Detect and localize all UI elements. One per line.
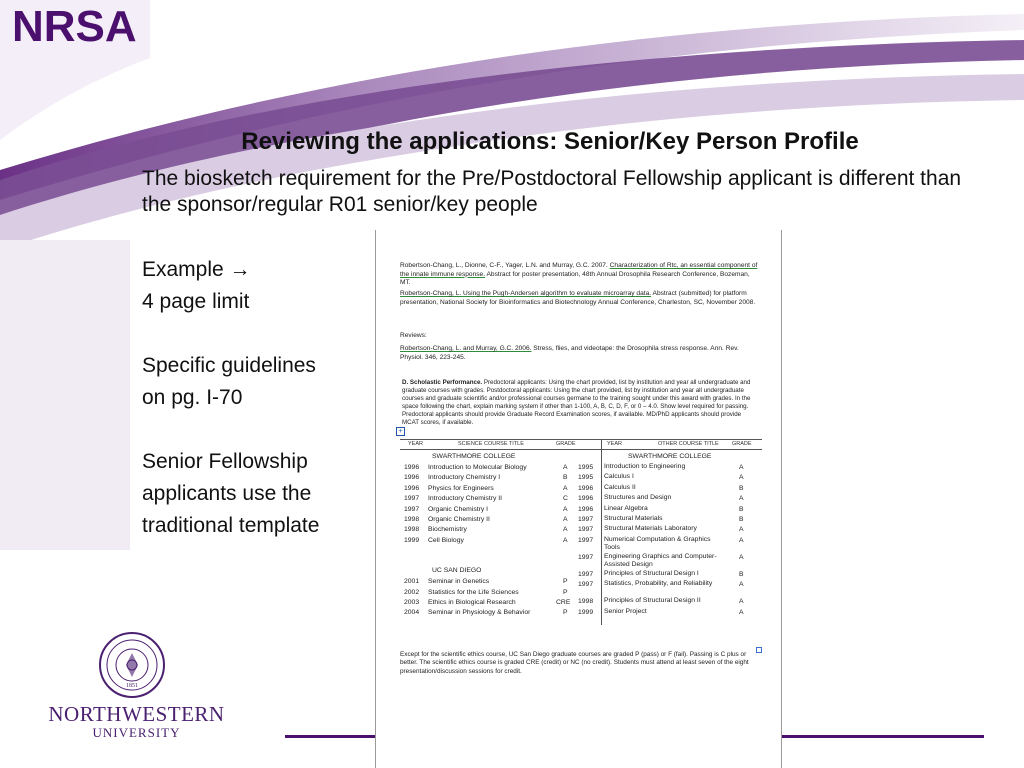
course-title: Calculus II [604, 483, 636, 491]
course-year: 2001 [404, 578, 420, 586]
bullet-senior-2: applicants use the [142, 482, 312, 505]
school-name: UC SAN DIEGO [432, 567, 482, 575]
course-title: Organic Chemistry I [428, 505, 489, 513]
course-title: Principles of Structural Design I [604, 569, 699, 577]
course-grade: P [563, 609, 568, 617]
scholastic-performance: D. Scholastic Performance. Predoctoral applicants: Using the chart provided, list by institution and year all undergraduate and graduate courses with grades. Postdoctoral applicants: Using the chart provided, list by institution and year all undergraduate courses and graduate scientific and/or professional courses germane to the training sought under this award with grades. In the space following the chart, explain marking system if other than 1-100, A, B, C, D, F, or 0 – 4.0. Show level required for passing. Predoctoral applicants should provide Graduate Record Examination scores, if available. MD/PhD applicants should provide MCAT scores, if available. [402, 379, 751, 426]
course-title: Structural Materials Laboratory [604, 525, 697, 533]
course-title: Structural Materials [604, 515, 663, 522]
course-title: Statistics for the Life Sciences [428, 588, 519, 596]
footer-rule-left [285, 735, 377, 738]
header-grade-right: GRADE [732, 441, 752, 447]
course-year: 1998 [578, 598, 594, 606]
course-year: 1996 [404, 474, 420, 482]
course-year: 2002 [404, 588, 420, 596]
course-year: 1995 [578, 464, 594, 471]
course-year: 1995 [578, 474, 594, 482]
course-grade: A [739, 598, 744, 606]
course-grade: A [739, 464, 744, 471]
course-grade: P [563, 578, 568, 586]
biosketch-document [375, 230, 782, 768]
bullet-example: Example → [142, 258, 251, 281]
course-title: Statistics, Probability, and Reliability [604, 580, 713, 588]
course-year: 1996 [404, 484, 420, 492]
reference-1: Robertson-Chang, L., Dionne, C-F., Yager, L.N. and Murray, G.C. 2007. Characterization of Rtc, an essential component of the innate immune response. Abstract for poster presentation, 48th Annual Drosophila Research Conference, Bozeman, MT. [400, 262, 758, 286]
course-grade: B [563, 474, 568, 482]
course-grade: A [739, 536, 744, 544]
bullet-guidelines-2: on pg. I-70 [142, 386, 243, 409]
course-grade: A [563, 464, 568, 471]
course-grade: B [739, 570, 744, 578]
course-year: 1997 [578, 536, 594, 544]
bullet-senior-1: Senior Fellowship [142, 450, 308, 473]
course-year: 1996 [578, 484, 594, 492]
course-grade: A [739, 581, 744, 589]
course-title: Numerical Computation & Graphics Tools [604, 535, 711, 551]
course-year: 1997 [578, 581, 594, 589]
course-grade: A [739, 608, 744, 616]
bullet-list [142, 254, 372, 542]
course-year: 1997 [578, 570, 594, 578]
header-other-course: OTHER COURSE TITLE [658, 441, 719, 447]
slide-intro: The biosketch requirement for the Pre/Postdoctoral Fellowship applicant is different than the sponsor/regular R01 senior/key people [142, 167, 962, 216]
course-title: Introductory Chemistry I [428, 474, 501, 482]
course-grade: CRE [556, 599, 571, 606]
course-year: 1999 [404, 536, 420, 544]
course-year: 1997 [578, 516, 594, 523]
header-year-right: YEAR [607, 441, 622, 447]
course-grade: A [739, 553, 744, 561]
brand-logo: NRSA [12, 2, 137, 51]
bullet-guidelines-1: Specific guidelines [142, 354, 316, 377]
course-grade: C [563, 495, 568, 503]
course-title: Introduction to Molecular Biology [428, 464, 527, 471]
course-grade: B [739, 505, 744, 513]
course-year: 1998 [404, 516, 420, 523]
course-grade: A [563, 536, 568, 544]
reference-2: Robertson-Chang, L. Using the Pugh-Andersen algorithm to evaluate microarray data. Abstract (submitted) for platform presentation, National Society for Bioinformatics and Biotechnology Annual Conference, Charleston, SC, November 2008. [400, 290, 756, 306]
bullet-page-limit: 4 page limit [142, 290, 250, 313]
course-year: 1997 [404, 495, 420, 503]
course-year: 1996 [578, 505, 594, 513]
course-grade: A [739, 526, 744, 534]
course-grade: A [739, 474, 744, 482]
course-title: Physics for Engineers [428, 484, 494, 492]
course-year: 1997 [578, 553, 594, 561]
course-title: Biochemistry [428, 526, 467, 534]
northwestern-wordmark: NORTHWESTERN UNIVERSITY [48, 702, 225, 740]
course-grade: B [739, 484, 744, 492]
course-grade: A [739, 495, 744, 503]
course-title: Organic Chemistry II [428, 516, 490, 523]
university-seal-icon [98, 631, 166, 699]
course-year: 1999 [578, 608, 594, 616]
reviews-label: Reviews: [400, 332, 427, 339]
course-year: 1997 [578, 526, 594, 534]
course-title: Linear Algebra [604, 504, 648, 512]
course-grade: A [563, 505, 568, 513]
course-year: 1997 [404, 505, 420, 513]
table-move-handle-icon[interactable]: + [396, 427, 405, 436]
course-title: Structures and Design [604, 494, 672, 502]
course-grade: B [739, 516, 744, 523]
course-title: Principles of Structural Design II [604, 597, 701, 605]
course-grade: A [563, 484, 568, 492]
course-title: Cell Biology [428, 536, 464, 544]
course-year: 1996 [578, 495, 594, 503]
grading-footnote: Except for the scientific ethics course, UC San Diego graduate courses are graded P (pass) or F (fail). Passing is C plus or better. The scientific ethics course is graded CRE (credit) or NC (no credit). Students must attend at least seven of the eight presentation/discussion sessions for credit. [400, 651, 749, 675]
header-science-course: SCIENCE COURSE TITLE [458, 441, 524, 447]
course-year: 2004 [404, 609, 420, 617]
school-name: SWARTHMORE COLLEGE [432, 453, 516, 460]
bullet-senior-3: traditional template [142, 514, 320, 537]
header-year-left: YEAR [408, 441, 423, 447]
course-title: Calculus I [604, 473, 634, 481]
seal-year: 1851 [126, 683, 138, 689]
right-arrow-icon: → [229, 258, 251, 281]
course-year: 2003 [404, 599, 420, 606]
header-grade-left: GRADE [556, 441, 576, 447]
course-grade: A [563, 516, 568, 523]
reference-3: Robertson-Chang, L. and Murray, G.C. 2006. Stress, flies, and videotape: the Drosophila stress response. Ann. Rev. Physiol. 346, 223-245. [400, 345, 739, 361]
course-title: Introductory Chemistry II [428, 495, 503, 503]
school-name: SWARTHMORE COLLEGE [628, 453, 712, 460]
footer-rule-right [780, 735, 984, 738]
course-title: Seminar in Genetics [428, 578, 490, 586]
course-title: Senior Project [604, 607, 647, 615]
course-grade: A [563, 526, 568, 534]
course-title: Ethics in Biological Research [428, 599, 516, 606]
course-year: 1998 [404, 526, 420, 534]
course-title: Engineering Graphics and Computer-Assisted Design [604, 552, 717, 568]
course-title: Seminar in Physiology & Behavior [428, 609, 531, 617]
slide-title: Reviewing the applications: Senior/Key Person Profile [241, 128, 859, 155]
course-grade: P [563, 588, 568, 596]
course-title: Introduction to Engineering [604, 463, 686, 470]
course-year: 1996 [404, 464, 420, 471]
